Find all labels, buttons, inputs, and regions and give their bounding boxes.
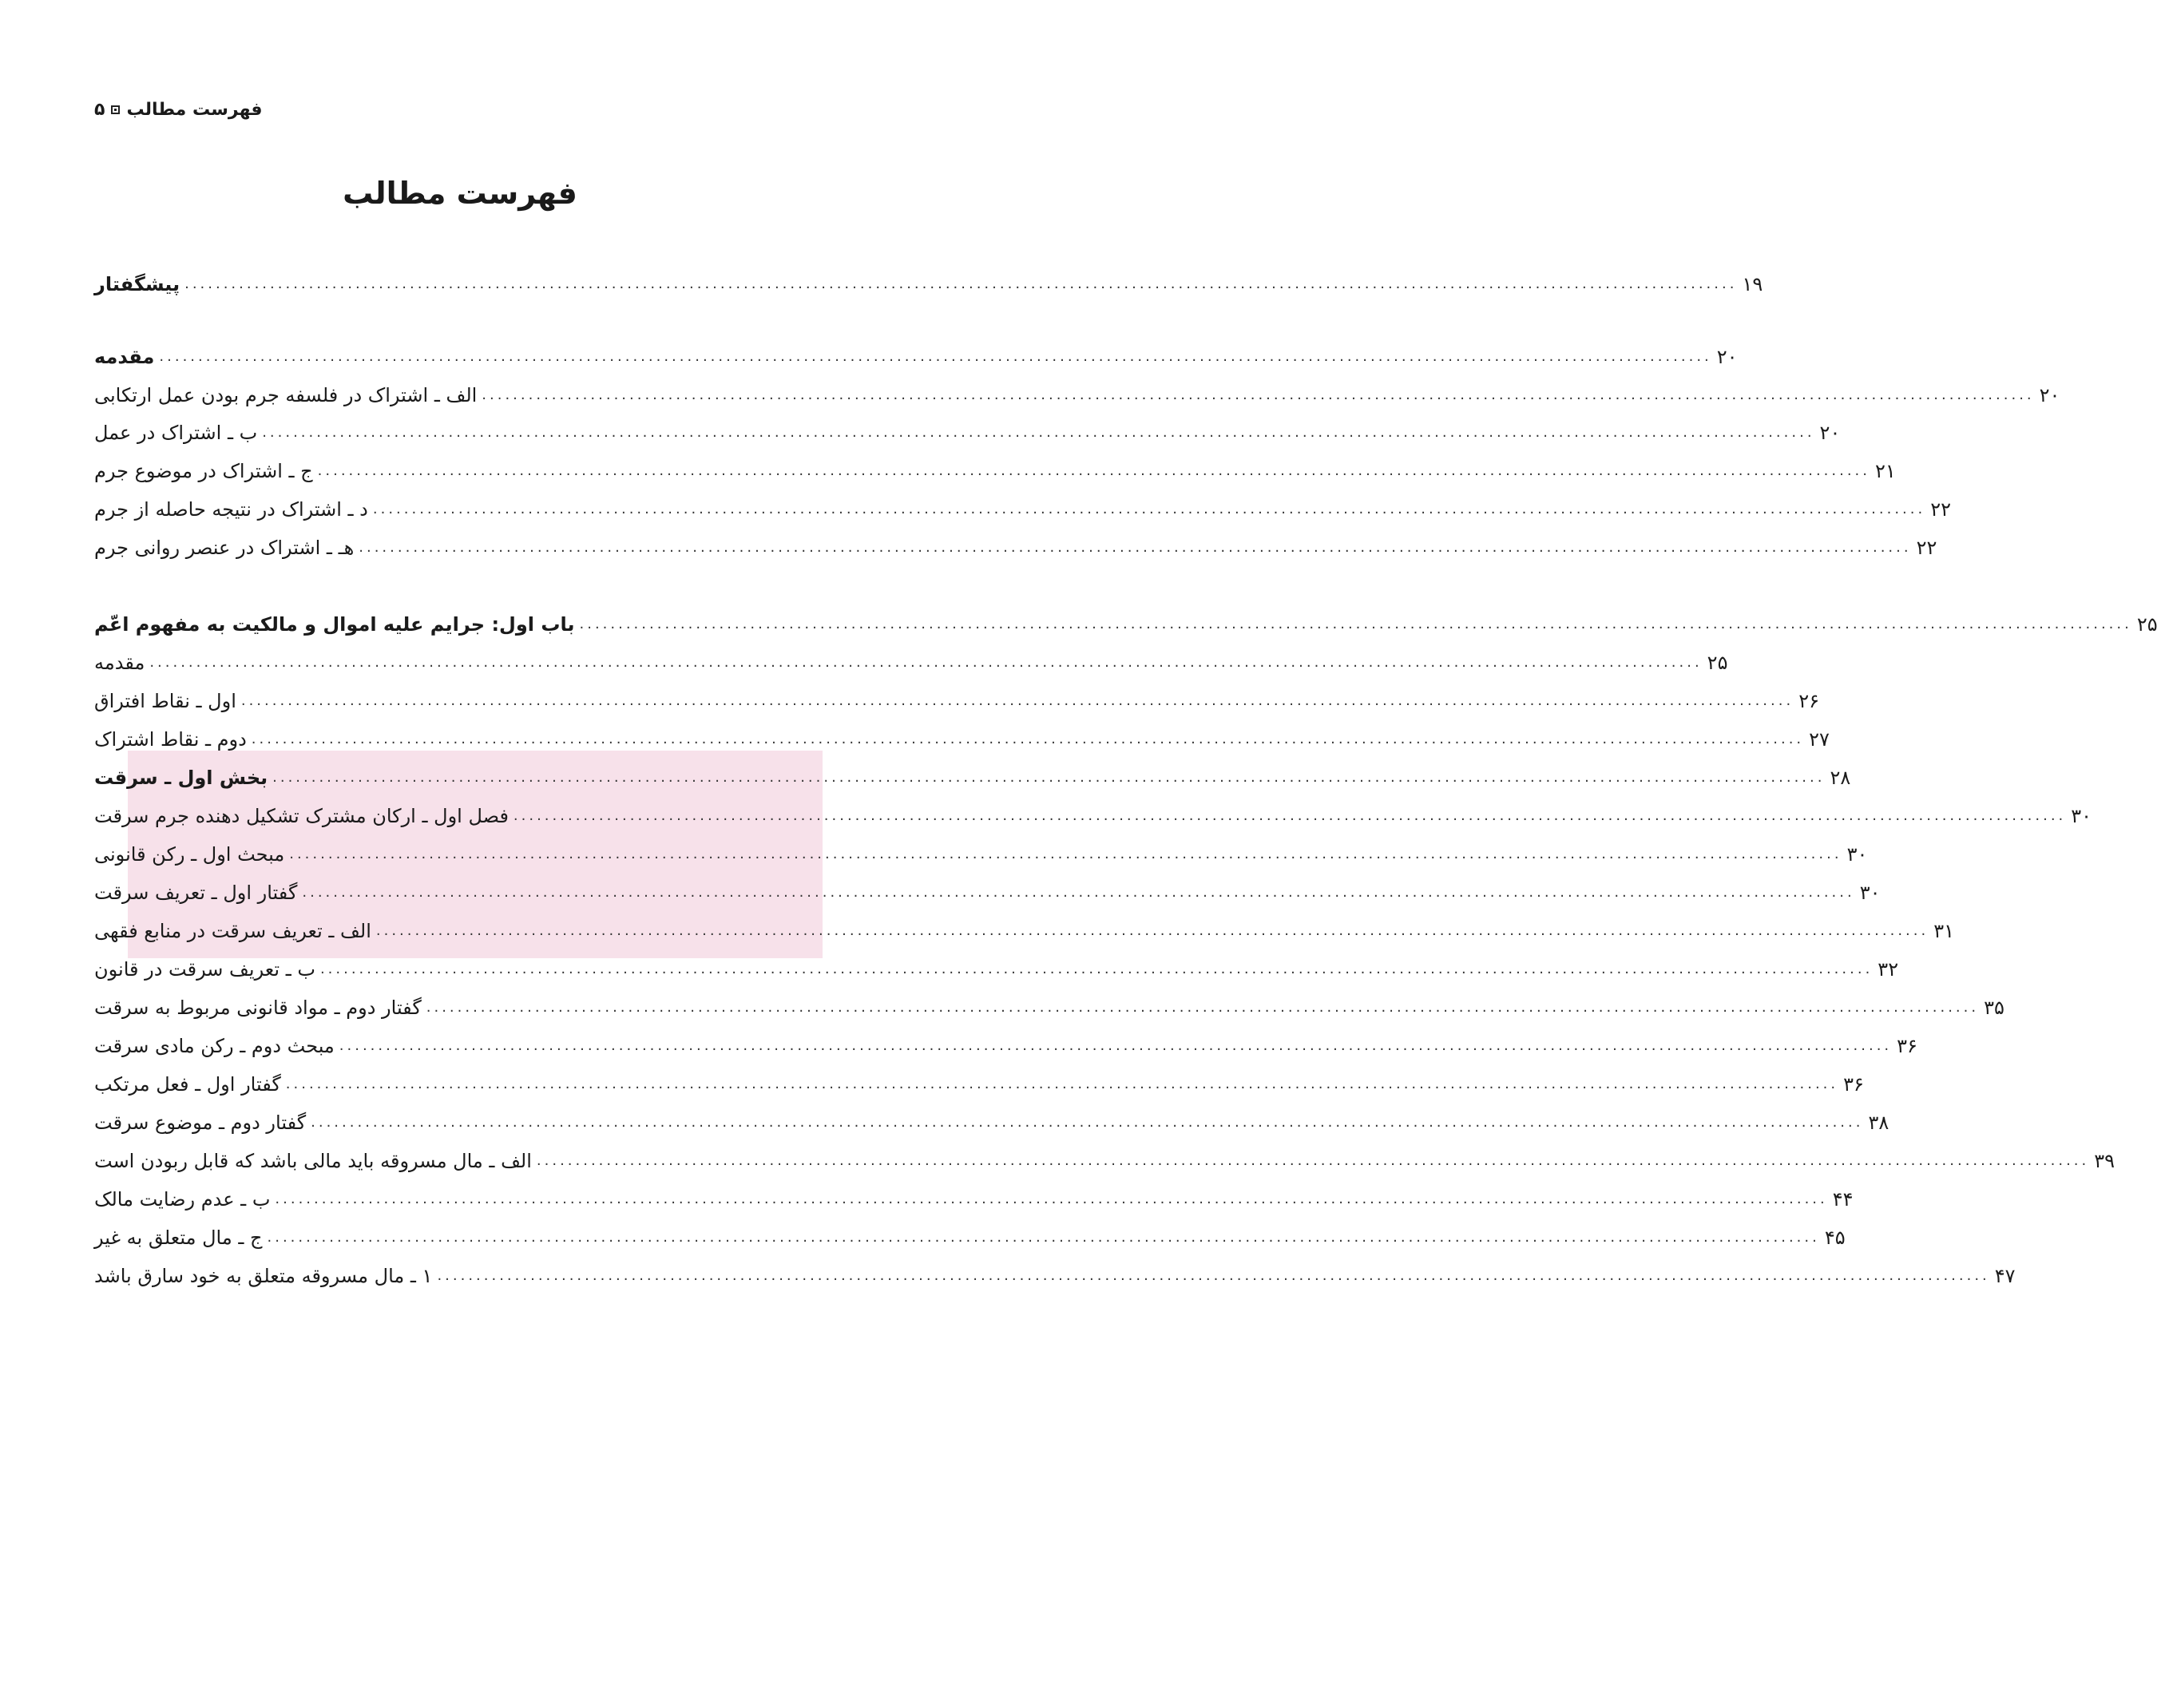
toc-entry-page: ۳۰ <box>1846 843 1868 866</box>
toc-entry-label: ب ـ تعریف سرقت در قانون <box>94 958 315 981</box>
leader-dots: ........................................................................................................................................................................................................ <box>251 731 1805 747</box>
leader-dots: ........................................................................................................................................................................................................ <box>359 539 1912 556</box>
toc-entry-label: ب ـ اشتراک در عمل <box>94 422 258 444</box>
toc-entry-label: دوم ـ نقاط اشتراک <box>94 728 247 751</box>
toc-entry-page: ۳۹ <box>2094 1150 2115 1172</box>
toc-entry-label: اول ـ نقاط افتراق <box>94 690 236 712</box>
leader-dots: ........................................................................................................................................................................................................ <box>482 386 2035 403</box>
toc-entry-page: ۳۰ <box>1859 882 1881 904</box>
toc-entry-page: ۳۲ <box>1878 958 1899 981</box>
leader-dots: ........................................................................................................................................................................................................ <box>319 961 1874 977</box>
toc-entry-label: هـ ـ اشتراک در عنصر روانی جرم <box>94 537 355 559</box>
toc-entry[interactable] <box>94 723 1830 755</box>
leader-dots: ........................................................................................................................................................................................................ <box>372 501 1926 517</box>
leader-dots: ........................................................................................................................................................................................................ <box>184 275 1738 292</box>
leader-dots: ........................................................................................................................................................................................................ <box>426 999 1980 1016</box>
toc-entry-page: ۲۰ <box>2039 384 2060 406</box>
toc-entry-page: ۲۰ <box>1716 346 1738 368</box>
toc-entry-label: الف ـ مال مسروقه باید مالی باشد که قابل ربودن است <box>94 1150 532 1172</box>
running-head-page-number: ۵ <box>94 100 105 120</box>
leader-dots: ........................................................................................................................................................................................................ <box>289 846 1842 862</box>
toc-entry[interactable] <box>94 455 1896 487</box>
toc-entry[interactable] <box>94 1222 1846 1254</box>
toc-entry-page: ۳۶ <box>1843 1073 1864 1096</box>
toc-entry-page: ۴۷ <box>1994 1265 2016 1287</box>
leader-dots: ........................................................................................................................................................................................................ <box>513 807 2067 824</box>
toc-entry-page: ۲۷ <box>1809 728 1830 751</box>
toc-entry-label: الف ـ تعریف سرقت در منابع فقهی <box>94 920 371 942</box>
toc-entry[interactable] <box>94 915 1954 947</box>
running-head-title: فهرست مطالب <box>126 100 263 120</box>
toc-entry[interactable] <box>94 1107 1889 1139</box>
toc-entry-page: ۳۰ <box>2071 805 2092 827</box>
leader-dots: ........................................................................................................................................................................................................ <box>240 692 1794 709</box>
leader-dots: ........................................................................................................................................................................................................ <box>339 1037 1893 1054</box>
toc-entry-page: ۲۲ <box>1916 537 1937 559</box>
toc-entry-label: د ـ اشتراک در نتیجه حاصله از جرم <box>94 498 368 521</box>
leader-dots: ........................................................................................................................................................................................................ <box>536 1152 2090 1169</box>
toc-entry-label: گفتار اول ـ فعل مرتکب <box>94 1073 281 1096</box>
leader-dots: ........................................................................................................................................................................................................ <box>285 1076 1839 1092</box>
toc-entry-label: ب ـ عدم رضایت مالک <box>94 1188 271 1211</box>
leader-dots: ........................................................................................................................................................................................................ <box>317 462 1870 479</box>
toc-entry-label: ۱ ـ مال مسروقه متعلق به خود سارق باشد <box>94 1265 433 1287</box>
toc-entry[interactable] <box>94 953 1899 985</box>
toc-entry[interactable] <box>94 1068 1864 1100</box>
leader-dots: ........................................................................................................................................................................................................ <box>579 616 2132 632</box>
toc-entry-page: ۴۵ <box>1824 1227 1846 1249</box>
page-title: فهرست مطالب <box>343 176 577 211</box>
toc-entry[interactable] <box>94 1030 1917 1062</box>
toc-entry[interactable] <box>94 493 1951 525</box>
leader-dots: ........................................................................................................................................................................................................ <box>272 769 1826 786</box>
toc-entry-label: الف ـ اشتراک در فلسفه جرم بودن عمل ارتکابی <box>94 384 478 406</box>
leader-dots: ........................................................................................................................................................................................................ <box>375 922 1929 939</box>
leader-dots: ........................................................................................................................................................................................................ <box>302 884 1855 901</box>
toc-entry-page: ۳۱ <box>1933 920 1954 942</box>
toc-entry-label: مبحث اول ـ رکن قانونی <box>94 843 285 866</box>
leader-dots: ........................................................................................................................................................................................................ <box>437 1267 1990 1284</box>
leader-dots: ........................................................................................................................................................................................................ <box>262 424 1815 441</box>
toc-entry-page: ۲۰ <box>1819 422 1841 444</box>
toc-entry-page: ۴۴ <box>1832 1188 1854 1211</box>
toc-entry-page: ۳۸ <box>1868 1112 1889 1134</box>
toc-entry-label: بخش اول ـ سرقت <box>94 767 268 789</box>
toc-entry[interactable] <box>94 1183 1854 1215</box>
toc-entry-label: مقدمه <box>94 652 145 674</box>
toc-entry[interactable] <box>94 647 1728 679</box>
toc-entry-label: پیشگفتار <box>94 273 180 295</box>
toc-entry-preface[interactable] <box>94 268 1763 300</box>
leader-dots: ........................................................................................................................................................................................................ <box>275 1191 1828 1207</box>
toc-entry-page: ۳۶ <box>1897 1035 1917 1057</box>
toc-entry-label: گفتار دوم ـ موضوع سرقت <box>94 1112 307 1134</box>
toc-entry-label: ج ـ مال متعلق به غیر <box>94 1227 263 1249</box>
toc-entry-page: ۱۹ <box>1742 273 1763 295</box>
toc-entry[interactable] <box>94 800 2092 832</box>
toc-entry[interactable] <box>94 1145 2115 1177</box>
toc-entry[interactable] <box>94 532 1937 564</box>
leader-dots: ........................................................................................................................................................................................................ <box>159 348 1712 365</box>
toc-entry-section-theft[interactable] <box>94 762 1851 794</box>
toc-entry-label: مبحث دوم ـ رکن مادی سرقت <box>94 1035 335 1057</box>
toc-entry-label: مقدمه <box>94 346 155 368</box>
toc-entry-introduction[interactable] <box>94 341 1738 373</box>
toc-entry-page: ۲۱ <box>1875 460 1896 482</box>
toc-entry-page: ۲۵ <box>2136 613 2158 636</box>
toc-entry-label: فصل اول ـ ارکان مشترک تشکیل دهنده جرم سرقت <box>94 805 509 827</box>
toc-entry[interactable] <box>94 838 1868 870</box>
leader-dots: ........................................................................................................................................................................................................ <box>149 654 1703 671</box>
running-head <box>94 100 263 120</box>
leader-dots: ........................................................................................................................................................................................................ <box>311 1114 1864 1131</box>
toc-entry-page: ۲۵ <box>1707 652 1728 674</box>
toc-entry[interactable] <box>94 417 1841 449</box>
toc-entry-label: گفتار دوم ـ مواد قانونی مربوط به سرقت <box>94 997 422 1019</box>
toc-entry-label: ج ـ اشتراک در موضوع جرم <box>94 460 313 482</box>
leader-dots: ........................................................................................................................................................................................................ <box>267 1229 1820 1246</box>
toc-entry-part-one[interactable] <box>94 608 2158 640</box>
toc-entry[interactable] <box>94 877 1881 909</box>
toc-entry[interactable] <box>94 992 2004 1024</box>
toc-entry[interactable] <box>94 379 2060 411</box>
toc-entry-page: ۲۶ <box>1798 690 1819 712</box>
toc-entry[interactable] <box>94 1260 2016 1292</box>
toc-entry-label: باب اول: جرایم علیه اموال و مالکیت به مفهوم اعّم <box>94 613 575 636</box>
toc-entry-label: گفتار اول ـ تعریف سرقت <box>94 882 298 904</box>
toc-entry-page: ۲۸ <box>1830 767 1851 789</box>
toc-entry[interactable] <box>94 685 1819 717</box>
square-bullet-icon <box>111 105 120 114</box>
toc-entry-page: ۲۲ <box>1930 498 1951 521</box>
toc-entry-page: ۳۵ <box>1984 997 2004 1019</box>
